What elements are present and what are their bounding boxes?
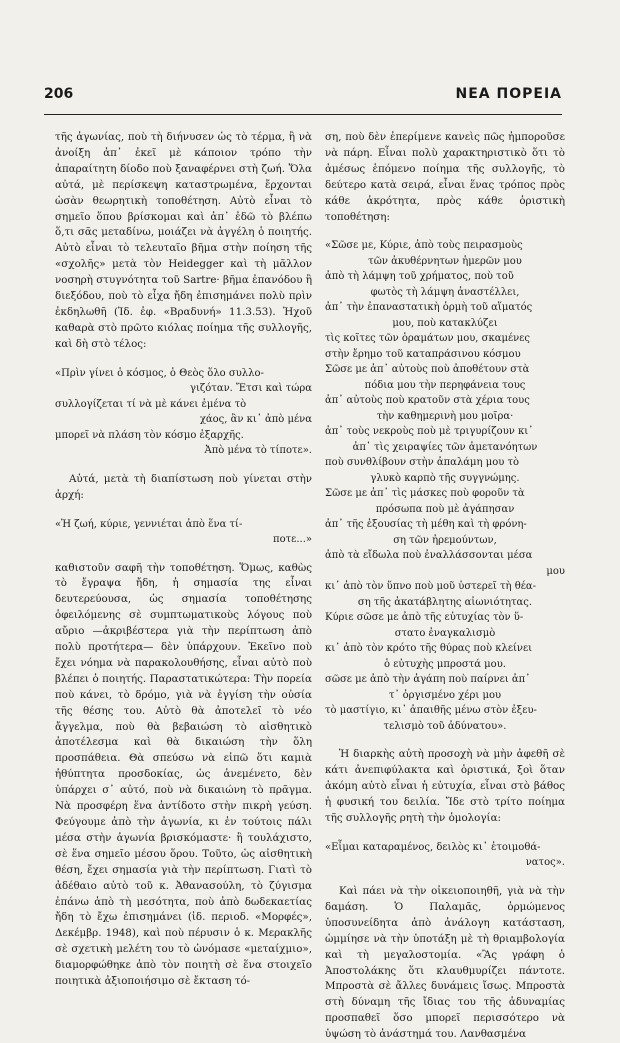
quote-line: τ᾽ ὀργισμένο χέρι μου [388, 689, 502, 701]
quote-line: ἀπ᾽ τῆς ἐξουσίας τὴ μέθη καὶ τὴ φρόνη- [325, 519, 527, 531]
quote-line: σῶσε με ἀπὸ τὴν ἀγάπη ποὺ παίρνει ἀπ᾽ [325, 674, 531, 686]
quote-line: ση τῆς ἀκατάβλητης αἰωνιότητας. [357, 596, 533, 608]
quote-line: τὸ μαστίγιο, κι᾽ ἀπαιθῆς μένω στὸν ἐξευ- [325, 705, 537, 717]
quote-line: «Εἶμαι καταραμένος, δειλὸς κι᾽ ἑτοιμοθά- [325, 841, 541, 853]
quote-line: στατο ἐναγκαλισμὸ [394, 627, 496, 639]
quote-line: τὴν καθημερινὴ μου μοῖρα· [376, 410, 514, 422]
header-rule [44, 114, 562, 115]
quote-line: κι᾽ ἀπὸ τὸν κρότο τῆς θύρας ποὺ κλείνει [325, 643, 533, 655]
quote-line: κι᾽ ἀπὸ τὸν ὕπνο ποὺ μοῦ ὑστερεῖ τὴ θέα- [325, 581, 537, 593]
left-column [55, 130, 312, 990]
quote-line: πόδια μου τὴν περηφάνεια τους [364, 379, 526, 391]
paragraph: Ἡ διαρκὴς αὐτὴ προσοχὴ νὰ μὴν ἀφεθῆ σὲ κάτι ἀνεπιφύλακτα καὶ ὁριστικά, ξοὶ ὅταν ἀκόμη αὐτὸ εἶναι ἡ εὐτυχία, εἶναι στὸ βάθος ἡ φυσική του δειλία. Ἴδε στὸ τρίτο ποίημα τῆς συλλογῆς ρητὴ τὴν ὁμολογία: [325, 748, 565, 825]
poem-quote [55, 517, 312, 548]
quote-line: «Πρὶν γίνει ὁ κόσμος, ὁ Θεὸς ὅλο συλλο- [55, 367, 264, 379]
running-title: ΝΕΑ ΠΟΡΕΙΑ [455, 86, 562, 102]
poem-quote [325, 840, 565, 871]
quote-line: μου, ποὺ κατακλύζει [392, 317, 498, 329]
quote-line: τῶν ἀκυθέρνητων ἡμερῶν μου [368, 255, 522, 267]
quote-line: μπορεῖ νὰ πλάση τὸν κόσμο ἐξαρχῆς. [55, 429, 244, 441]
quote-line: ἀπ᾽ αὐτοὺς ποὺ κρατοῦν στὰ χέρια τους [325, 395, 530, 407]
quote-line: ἀπ᾽ τὴν ἐπαναστατικὴ ὁρμὴ τοῦ αἵματός [325, 302, 533, 314]
quote-line: ποὺ συνθλίβουν στὴν ἀπαλάμη μου τὸ [325, 457, 520, 469]
quote-line: γλυκὸ καρπὸ τῆς συγγνώμης. [370, 472, 520, 484]
paragraph: τῆς ἀγωνίας, ποὺ τὴ διήνυσεν ὡς τὸ τέρμα, ἢ νὰ ἀνοίξη ἀπ᾽ ἐκεῖ μὲ κάποιον τρόπο τὴν ἀπαραίτητη δίοδο ποὺ ξαναφέρνει στὴ ζωή. Ὅλα αὐτά, μὲ περίσκεψη καταστρωμένα, ἔρχονται ὡσὰν θεωρητικὴ τοποθέτηση. Αὐτὸ εἶναι τὸ σημεῖο ὅπου βρίσκομαι καὶ ἀπ᾽ ἐδῶ τὸ βλέπω ὅ,τι σᾶς μεταδίνω, μοιάζει νὰ ἀγγέλη ὁ ποιητής. Αὐτὸ εἶναι τὸ τελευταῖο βῆμα στὴν ποίηση τῆς «σχολῆς» μετὰ τὸν Heidegger καὶ τὴ μᾶλλον νοσηρὴ στυγνότητα τοῦ Sartre· βῆμα ἐπανόδου ἢ διεξόδου, ποὺ τὸ εἶχα ἤδη ἐπισημάνει πολὺ πρὶν ἐκδηλωθῆ (Ἰδ. ἐφ. «Βραδυνή» 11.3.53). Ἠχοῦ καθαρὰ στὸ πρῶτο κιόλας ποίημα τῆς συλλογῆς, καὶ δὴ στὸ τέλος: [55, 131, 312, 350]
quote-line: ἀπ᾽ τοὺς νεκροὺς ποὺ μὲ τριγυρίζουν κι᾽ [325, 426, 534, 438]
quote-line: ση τῶν ἠρεμούντων, [393, 534, 497, 546]
page-number: 206 [44, 86, 74, 102]
quote-line: Ἀπὸ μένα τὸ τίποτε». [204, 445, 312, 457]
quote-line: ὁ εὐτυχὴς μπροστά μου. [384, 658, 506, 670]
poem-quote [325, 238, 565, 734]
quote-line: χάος, ἂν κι᾽ ἀπὸ μένα [199, 414, 312, 426]
quote-line: ἀπ᾽ τὶς χειραψίες τῶν ἀμετανόητων [352, 441, 538, 453]
paragraph: καθιστοῦν σαφῆ τὴν τοποθέτηση. Ὅμως, καθὼς τὸ ἔγραψα ἤδη, ἡ σημασία της εἶναι δευτερεύουσα, ὡς σημασία τοποθέτησης ὀφειλόμενης σὲ συμπτωματικοὺς λόγους ποὺ αὔριο —ἀκριβέστερα γιὰ τὴν περίπτωση ἀπὸ πολὺ προτήτερα— δὲν ὑπάρχουν. Ἐκεῖνο ποὺ ἔχει νόημα νὰ παρακολουθήσης, εἶναι αὐτὸ ποὺ βλέπει ὁ ποιητής. Παραστατικώτερα: Τὴν πορεία ποὺ κάνει, τὸ δρόμο, γιὰ νὰ ἐγγίση τὴν οὐσία τῆς θέσης του. Αὐτὸ θὰ ἀποτελεῖ τὸ νέο ἄγγελμα, ποὺ θὰ βεβαιώση τὸ αἰσθητικὸ ἀποτέλεσμα καὶ θὰ δικαιώση τὴν ὅλη προσπάθεια. Θὰ σπεύσω νὰ εἰπῶ ὅτι καμιὰ ἠθύπτητα προσδοκίας, ὡς ἀνεμένετο, δὲν ὑπάρχει σ᾽ αὐτό, ποὺ νὰ δικαιώνη τὸ πρᾶγμα. Νὰ προσφέρη ἕνα ἀντίδοτο στὴν πικρὴ γεύση. Φεύγουμε ἀπὸ τὴν ἀγωνία, κι ἐν τούτοις πάλι μέσα στὴν ἀγωνία βρισκόμαστε· ἢ τουλάχιστο, σὲ ἕνα σημεῖο μέσου ὅρου. Τοῦτο, ὡς αἰσθητικὴ θέση, ἔχει σημασία γιὰ τὴν περίπτωση. Γιατὶ τὸ ἀδέθαιο αὐτὸ τοῦ κ. Ἀθανασούλη, τὸ ζύγισμα ἐπάνω ἀπὸ τὴ μεσότητα, ποὺ ἀπὸ δωδεκαετίας ἤδη τὸ ἔχω ἐπισημάνει (ἰδ. περιοδ. «Μορφές», Δεκέμβρ. 1948), καὶ ποὺ πέρυσιν ὁ κ. Μερακλῆς σὲ σχετικὴ μελέτη του τὸ ὠνόμασε «μεταίχμιο», διαμορφώθηκε ἀπὸ τὸν ποιητὴ σὲ ἕνα στοιχεῖο ποιητικὰ ἀξιοποιήσιμο σὲ ἔκταση τό- [55, 561, 312, 988]
paragraph: ση, ποὺ δὲν ἐπερίμενε κανεὶς πῶς ἠμποροῦσε νὰ πάρη. Εἶναι πολὺ χαρακτηριστικὸ ὅτι τὸ ἀμέσως ἑπόμενο ποίημα τῆς συλλογῆς, τὸ δεύτερο κατὰ σειρά, εἶναι ἕνας τρόπος πρὸς κάθε ἀκρότητα, πρὸς κάθε ὁριστικὴ τοποθέτηση: [325, 131, 565, 223]
quote-line: «Ἡ ζωή, κύριε, γεννιέται ἀπὸ ἕνα τί- [55, 518, 243, 530]
quote-line: πρόσωπα ποὺ μὲ ἀγάπησαν [375, 503, 515, 515]
quote-line: «Σῶσε με, Κύριε, ἀπὸ τοὺς πειρασμοὺς [325, 240, 523, 252]
quote-line: στὴν ἔρημο τοῦ καταπράσινου κόσμου [325, 348, 521, 360]
quote-line: Σῶσε με ἀπ᾽ αὐτοὺς ποὺ ἀποθέτουν στὰ [325, 364, 530, 376]
page-header [44, 86, 562, 110]
quote-line: νατος». [525, 857, 565, 869]
quote-line: ἀπὸ τὴ λάμψη τοῦ χρήματος, ποὺ τοῦ [325, 271, 514, 283]
right-column [325, 130, 565, 1043]
quote-line: Σῶσε με ἀπ᾽ τὶς μάσκες ποὺ φοροῦν τὰ [325, 488, 525, 500]
quote-line: φωτὸς τὴ λάμψη ἀναστέλλει, [370, 286, 520, 298]
poem-quote [55, 366, 312, 459]
quote-line: Κύριε σῶσε με ἀπὸ τῆς εὐτυχίας τὸν ὕ- [325, 612, 524, 624]
paragraph: Καὶ πάει νὰ τὴν οἰκειοποιηθῆ, γιὰ νὰ τὴν δαμάση. Ὁ Παλαμᾶς, ὁρμώμενος ὑποσυνείδητα ἀπὸ ἀνάλογη κατάσταση, ὡμμίησε νὰ τὴν ὑποτάξη μὲ τὴ θριαμβολογία καὶ τὴ μεγαλοστομία. «Ἂς γράφη ὁ Ἀποστολάκης ὅτι κλαυθμυρίζει πάντοτε. Μπροστὰ σὲ ἄλλες δυνάμεις ἴσως. Μπροστὰ στὴ δύναμη τῆς ἴδιας του τῆς ἀδυναμίας προσπαθεῖ ὅσο μπορεῖ περισσότερο νὰ ὑψώση τὸ ἀνάστημά του. Λανθασμένα [325, 884, 565, 1041]
quote-line: γιζόταν. Ἔτσι καὶ τώρα [189, 383, 312, 395]
quote-line: συλλογίζεται τί νὰ μὲ κάνει ἐμένα τὸ [55, 398, 247, 410]
quote-line: ποτε...» [273, 534, 312, 545]
quote-line: τὶς κοῖτες τῶν ὁραμάτων μου, σκαμένες [325, 333, 531, 345]
quote-line: μου [546, 565, 565, 577]
quote-line: τελισμὸ τοῦ ἀδύνατου». [383, 720, 507, 732]
paragraph: Αὐτά, μετὰ τὴ διαπίστωση ποὺ γίνεται στὴν ἀρχή: [55, 472, 312, 501]
quote-line: ἀπὸ τὰ εἴδωλα ποὺ ἐναλλάσσονται μέσα [325, 550, 533, 562]
